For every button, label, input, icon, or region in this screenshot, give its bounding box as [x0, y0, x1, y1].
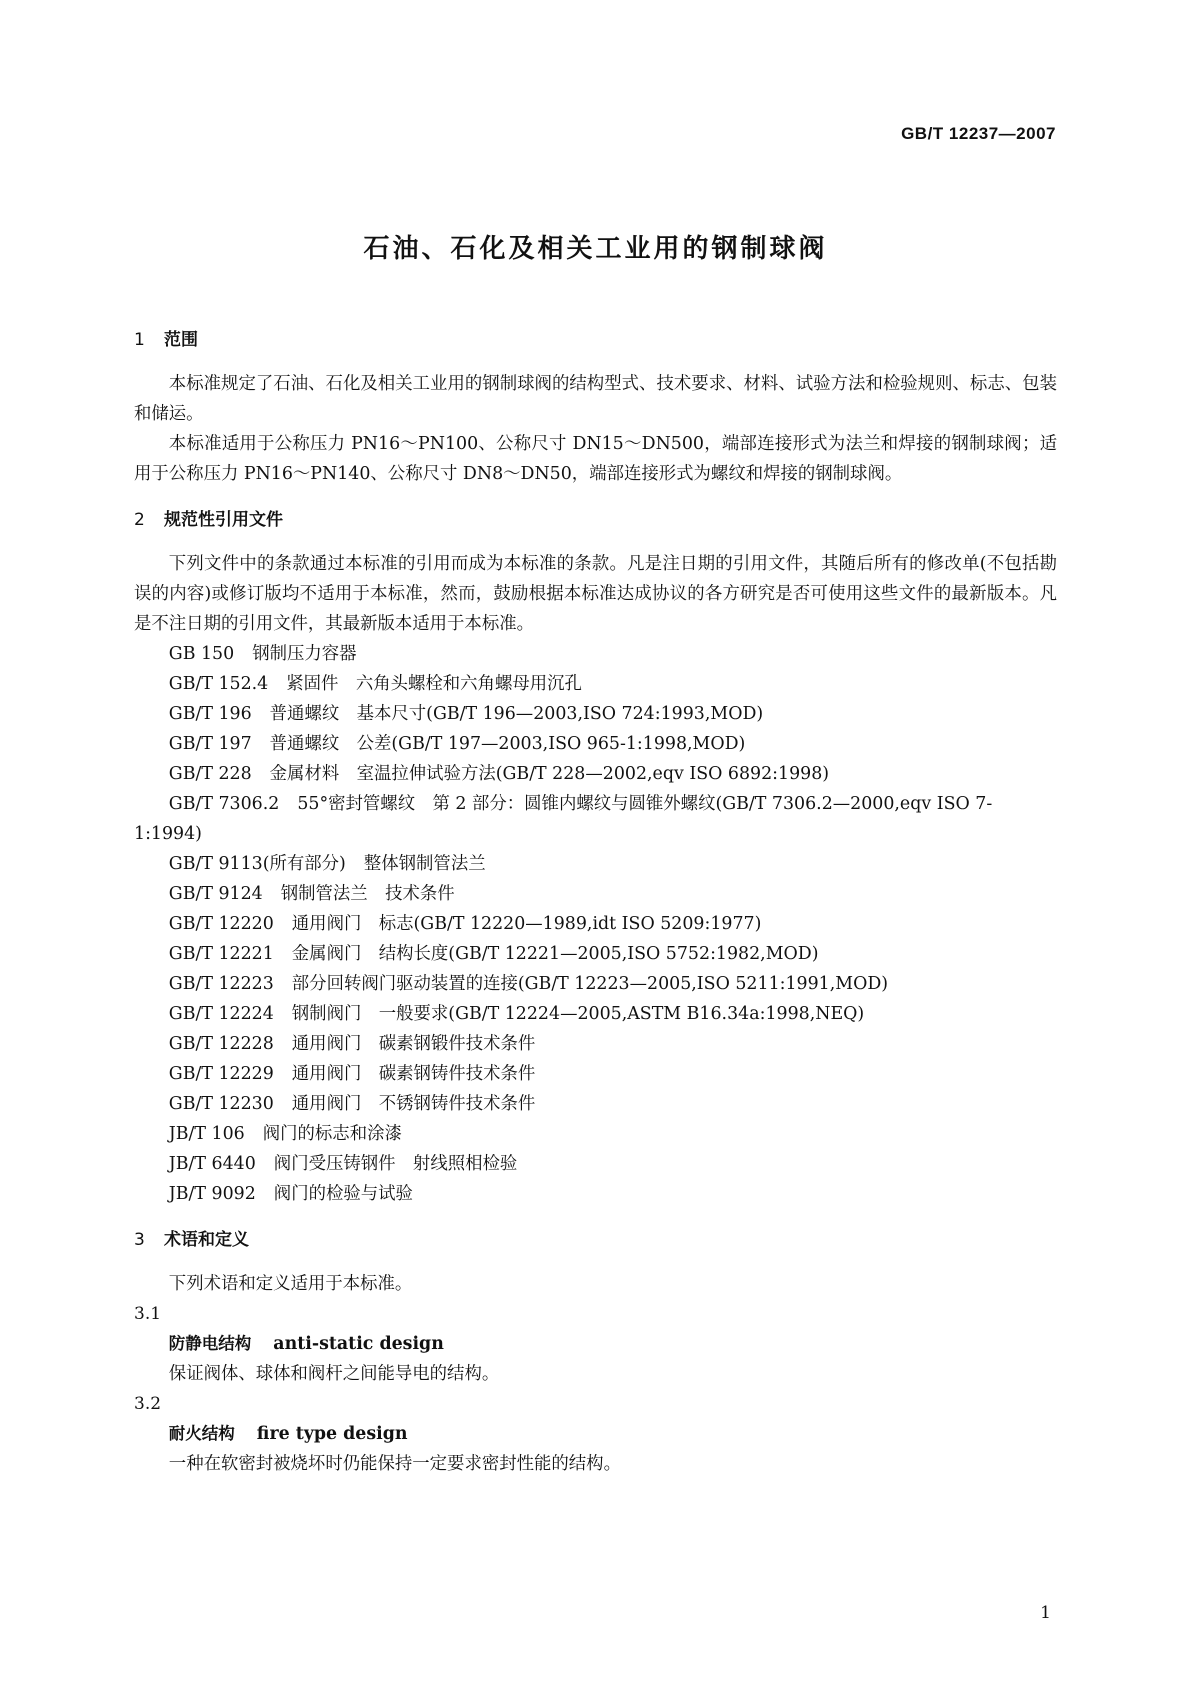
reference-code: GB/T 9113(所有部分) [168, 854, 346, 874]
reference-title: 55°密封管螺纹 第 2 部分：圆锥内螺纹与圆锥外螺纹(GB/T 7306.2—2000,eqv ISO 7-1:1994) [134, 794, 993, 844]
reference-title: 金属材料 室温拉伸试验方法(GB/T 228—2002,eqv ISO 6892:1998) [269, 764, 830, 784]
reference-code: GB/T 228 [168, 764, 252, 784]
section-title: 术语和定义 [164, 1230, 249, 1250]
reference-code: GB/T 9124 [168, 884, 263, 904]
term-heading [134, 1329, 1057, 1359]
reference-code: GB/T 7306.2 [168, 794, 280, 814]
section-number: 2 [134, 510, 145, 530]
reference-item [134, 1059, 1057, 1089]
reference-code: GB/T 152.4 [168, 674, 269, 694]
term-heading [134, 1419, 1057, 1449]
reference-code: GB/T 197 [168, 734, 252, 754]
reference-code: GB/T 12220 [168, 914, 274, 934]
document-body [134, 325, 1057, 1479]
term-english: anti-static design [273, 1334, 444, 1354]
reference-item [134, 789, 1057, 849]
reference-item [134, 1119, 1057, 1149]
reference-title: 部分回转阀门驱动装置的连接(GB/T 12223—2005,ISO 5211:1991,MOD) [291, 974, 889, 994]
reference-title: 金属阀门 结构长度(GB/T 12221—2005,ISO 5752:1982,MOD) [291, 944, 819, 964]
reference-item [134, 729, 1057, 759]
reference-item [134, 639, 1057, 669]
reference-item [134, 969, 1057, 999]
reference-title: 通用阀门 碳素钢铸件技术条件 [291, 1064, 536, 1084]
reference-code: JB/T 9092 [168, 1184, 256, 1204]
section-title: 范围 [164, 330, 198, 350]
term-chinese: 耐火结构 [168, 1424, 235, 1443]
reference-title: 普通螺纹 公差(GB/T 197—2003,ISO 965-1:1998,MOD) [269, 734, 746, 754]
reference-code: JB/T 106 [168, 1124, 245, 1144]
reference-code: GB/T 12230 [168, 1094, 274, 1114]
reference-item [134, 759, 1057, 789]
reference-title: 紧固件 六角头螺栓和六角螺母用沉孔 [286, 674, 582, 694]
reference-title: 通用阀门 不锈钢铸件技术条件 [291, 1094, 536, 1114]
reference-code: GB/T 12228 [168, 1034, 274, 1054]
reference-title: 整体钢制管法兰 [363, 854, 486, 874]
reference-item [134, 1089, 1057, 1119]
section-number: 3 [134, 1230, 145, 1250]
reference-code: GB/T 12223 [168, 974, 274, 994]
reference-title: 钢制压力容器 [252, 644, 357, 664]
section-2-heading [134, 505, 1057, 535]
reference-title: 钢制阀门 一般要求(GB/T 12224—2005,ASTM B16.34a:1998,NEQ) [291, 1004, 865, 1024]
section-title: 规范性引用文件 [164, 510, 283, 530]
reference-item [134, 1029, 1057, 1059]
document-title: 石油、石化及相关工业用的钢制球阀 [363, 234, 828, 264]
reference-code: GB/T 196 [168, 704, 252, 724]
reference-item [134, 1179, 1057, 1209]
paragraph: 下列术语和定义适用于本标准。 [168, 1274, 413, 1294]
term-english: fire type design [256, 1424, 408, 1444]
reference-item [134, 669, 1057, 699]
reference-title: 通用阀门 碳素钢锻件技术条件 [291, 1034, 536, 1054]
term-number: 3.2 [134, 1394, 162, 1414]
reference-code: GB/T 12221 [168, 944, 274, 964]
reference-title: 钢制管法兰 技术条件 [280, 884, 455, 904]
reference-item [134, 699, 1057, 729]
section-number: 1 [134, 330, 145, 350]
paragraph: 下列文件中的条款通过本标准的引用而成为本标准的条款。凡是注日期的引用文件，其随后所有的修改单(不包括勘误的内容)或修订版均不适用于本标准，然而，鼓励根据本标准达成协议的各方研究是否可使用这些文件的最新版本。凡是不注日期的引用文件，其最新版本适用于本标准。 [134, 554, 1057, 634]
reference-title: 阀门的检验与试验 [273, 1184, 413, 1204]
reference-list [134, 639, 1057, 1209]
reference-code: GB 150 [168, 644, 235, 664]
reference-item [134, 999, 1057, 1029]
section-1-heading [134, 325, 1057, 355]
reference-item [134, 1149, 1057, 1179]
reference-item [134, 909, 1057, 939]
term-chinese: 防静电结构 [168, 1334, 252, 1353]
reference-item [134, 849, 1057, 879]
term-definition: 一种在软密封被烧坏时仍能保持一定要求密封性能的结构。 [168, 1454, 621, 1474]
reference-code: GB/T 12229 [168, 1064, 274, 1084]
paragraph: 本标准规定了石油、石化及相关工业用的钢制球阀的结构型式、技术要求、材料、试验方法和检验规则、标志、包装和储运。 [134, 374, 1057, 424]
reference-code: GB/T 12224 [168, 1004, 274, 1024]
paragraph: 本标准适用于公称压力 PN16～PN100、公称尺寸 DN15～DN500，端部连接形式为法兰和焊接的钢制球阀；适用于公称压力 PN16～PN140、公称尺寸 DN8～DN50，端部连接形式为螺纹和焊接的钢制球阀。 [134, 434, 1057, 484]
reference-title: 阀门受压铸钢件 射线照相检验 [273, 1154, 518, 1174]
section-3-heading [134, 1225, 1057, 1255]
page-number: 1 [1040, 1603, 1051, 1623]
reference-item [134, 879, 1057, 909]
reference-title: 通用阀门 标志(GB/T 12220—1989,idt ISO 5209:1977) [291, 914, 762, 934]
term-number: 3.1 [134, 1304, 162, 1324]
term-definition: 保证阀体、球体和阀杆之间能导电的结构。 [168, 1364, 500, 1384]
reference-title: 阀门的标志和涂漆 [262, 1124, 402, 1144]
reference-code: JB/T 6440 [168, 1154, 256, 1174]
reference-item [134, 939, 1057, 969]
reference-title: 普通螺纹 基本尺寸(GB/T 196—2003,ISO 724:1993,MOD) [269, 704, 764, 724]
standard-number: GB/T 12237—2007 [901, 124, 1056, 143]
